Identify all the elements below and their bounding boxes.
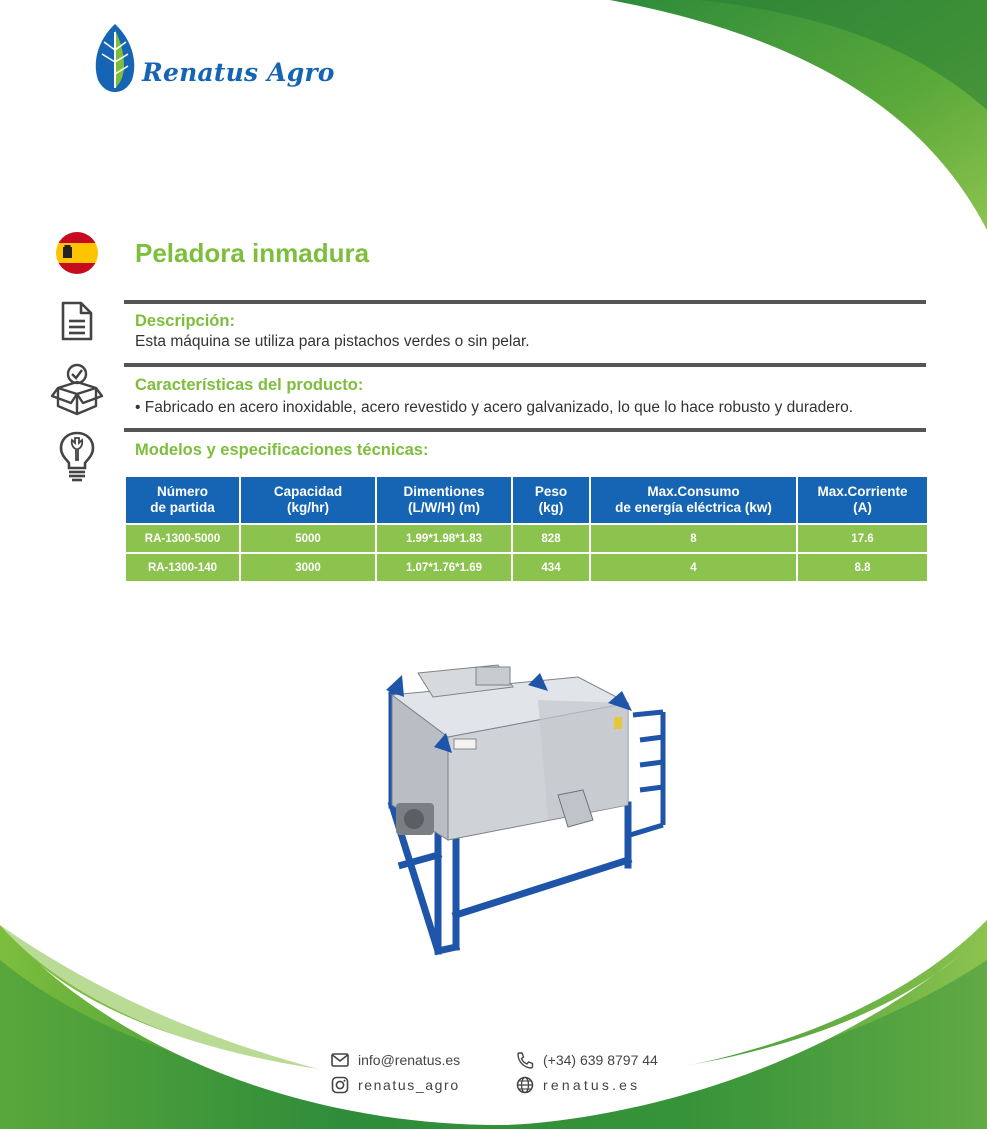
mail-icon	[330, 1051, 350, 1069]
table-cell: RA-1300-5000	[125, 524, 240, 553]
table-cell: 8	[590, 524, 797, 553]
table-cell: 17.6	[797, 524, 928, 553]
table-cell: 828	[512, 524, 590, 553]
website-text: renatus.es	[543, 1077, 641, 1093]
table-cell: 4	[590, 553, 797, 582]
table-row	[125, 524, 928, 553]
section-divider	[124, 300, 926, 304]
contact-website[interactable]	[515, 1076, 640, 1094]
instagram-icon	[330, 1076, 350, 1094]
document-icon	[58, 300, 96, 342]
column-header: Número de partida	[125, 476, 240, 524]
table-cell: 3000	[240, 553, 376, 582]
table-cell: 1.07*1.76*1.69	[376, 553, 512, 582]
instagram-handle: renatus_agro	[358, 1077, 460, 1093]
column-header: Max.Consumo de energía eléctrica (kw)	[590, 476, 797, 524]
email-text: info@renatus.es	[358, 1052, 461, 1068]
table-header-row	[125, 476, 928, 524]
table-row	[125, 553, 928, 582]
column-header: Dimentiones (L/W/H) (m)	[376, 476, 512, 524]
product-title: Peladora inmadura	[135, 238, 370, 268]
section-divider	[124, 428, 926, 432]
section-divider	[124, 363, 926, 367]
contact-instagram[interactable]	[330, 1076, 460, 1094]
features-text: • Fabricado en acero inoxidable, acero revestido y acero galvanizado, lo que lo hace robusto y duradero.	[135, 399, 854, 416]
table-cell: 434	[512, 553, 590, 582]
specs-table	[124, 475, 929, 583]
phone-icon	[515, 1051, 535, 1069]
table-cell: 5000	[240, 524, 376, 553]
description-heading: Descripción:	[135, 312, 235, 330]
peeler-machine-image	[378, 655, 678, 965]
specs-heading: Modelos y especificaciones técnicas:	[135, 441, 429, 459]
table-cell: 1.99*1.98*1.83	[376, 524, 512, 553]
lightbulb-tools-icon	[58, 430, 96, 484]
brand-name: Renatus Agro	[142, 58, 335, 87]
table-cell: 8.8	[797, 553, 928, 582]
column-header: Capacidad (kg/hr)	[240, 476, 376, 524]
description-text: Esta máquina se utiliza para pistachos verdes o sin pelar.	[135, 333, 530, 350]
brand-logo[interactable]	[92, 22, 352, 98]
features-heading: Características del producto:	[135, 376, 364, 394]
spain-flag-icon	[56, 232, 98, 274]
table-cell: RA-1300-140	[125, 553, 240, 582]
column-header: Peso (kg)	[512, 476, 590, 524]
contact-email[interactable]	[330, 1051, 460, 1069]
leaf-logo-icon	[92, 22, 138, 94]
globe-icon	[515, 1076, 535, 1094]
phone-text: (+34) 639 8797 44	[543, 1052, 658, 1068]
column-header: Max.Corriente (A)	[797, 476, 928, 524]
product-box-icon	[50, 362, 104, 418]
contact-phone[interactable]	[515, 1051, 658, 1069]
